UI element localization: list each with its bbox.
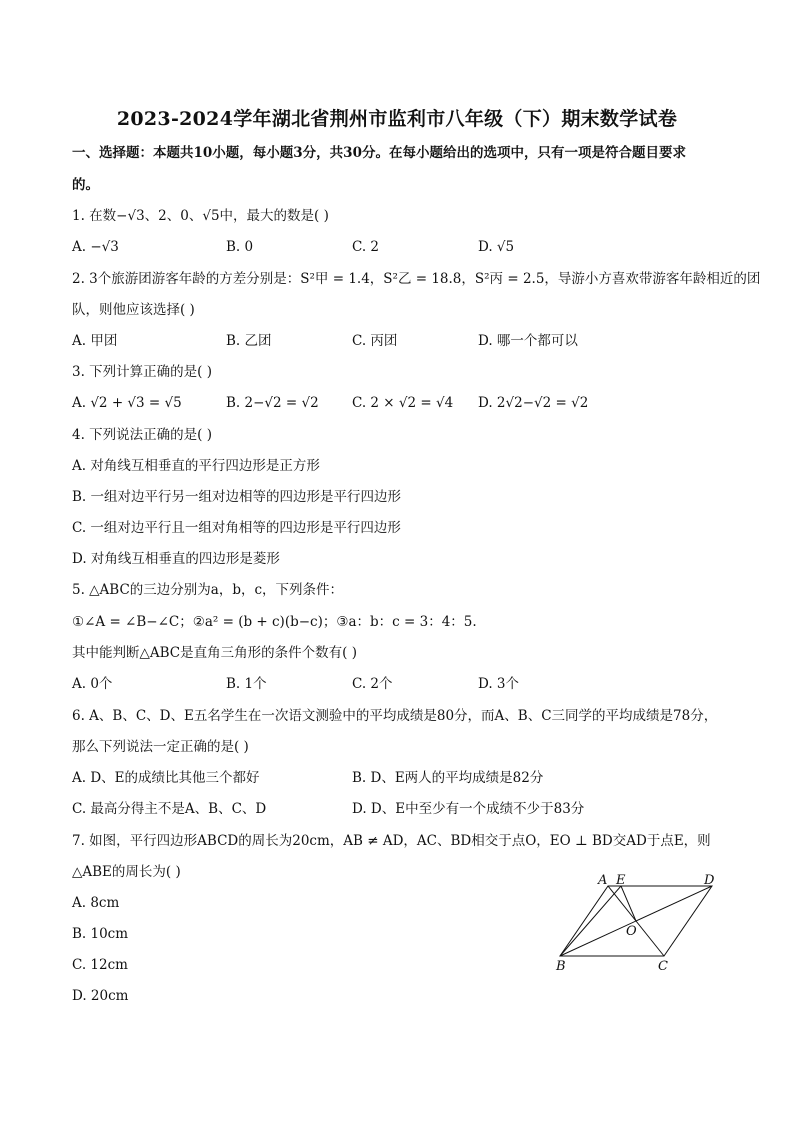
question-3-option-d: D. 2√2−√2 = √2: [478, 395, 589, 411]
question-4-option-c: C. 一组对边平行且一组对角相等的四边形是平行四边形: [72, 520, 401, 536]
section-instruction-line-2: 的。: [72, 177, 99, 193]
question-5-stem-line-2: ①∠A = ∠B−∠C；②a² = (b + c)(b−c)；③a：b：c = 3：4：5.: [72, 614, 477, 630]
segment-eo: [621, 886, 636, 921]
figure-label-c: C: [658, 959, 668, 974]
question-1-option-c: C. 2: [352, 239, 380, 255]
question-2-option-b: B. 乙团: [226, 333, 272, 349]
question-4-option-a: A. 对角线互相垂直的平行四边形是正方形: [72, 458, 320, 474]
question-5-stem-line-3: 其中能判断△ABC是直角三角形的条件个数有( ): [72, 645, 357, 661]
question-6-stem-line-1: 6. A、B、C、D、E五名学生在一次语文测验中的平均成绩是80分，而A、B、C三同学的平均成绩是78分，: [72, 708, 718, 724]
question-5-option-c: C. 2个: [352, 676, 393, 692]
question-6-option-a: A. D、E的成绩比其他三个都好: [72, 770, 260, 786]
question-5-option-b: B. 1个: [226, 676, 267, 692]
page-title: 2023-2024学年湖北省荆州市监利市八年级（下）期末数学试卷: [116, 108, 678, 130]
question-2-option-d: D. 哪一个都可以: [478, 333, 578, 349]
question-5-option-d: D. 3个: [478, 676, 520, 692]
parallelogram-figure: [548, 872, 724, 980]
question-3-option-c: C. 2 × √2 = √4: [352, 395, 454, 411]
question-5-option-a: A. 0个: [72, 676, 113, 692]
figure-label-o: O: [626, 924, 637, 939]
question-2-option-a: A. 甲团: [72, 333, 118, 349]
question-6-stem-line-2: 那么下列说法一定正确的是( ): [72, 739, 249, 755]
question-3-stem: 3. 下列计算正确的是( ): [72, 364, 212, 380]
question-2-stem-line-2: 队，则他应该选择( ): [72, 302, 195, 318]
question-7-option-c: C. 12cm: [72, 957, 128, 973]
question-1-option-b: B. 0: [226, 239, 254, 255]
figure-label-e: E: [616, 873, 626, 888]
question-3-option-b: B. 2−√2 = √2: [226, 395, 319, 411]
question-7-option-a: A. 8cm: [72, 895, 120, 911]
question-1-option-a: A. −√3: [72, 239, 119, 255]
question-7-option-b: B. 10cm: [72, 926, 129, 942]
figure-label-d: D: [704, 873, 715, 888]
question-2-option-c: C. 丙团: [352, 333, 398, 349]
question-1-option-d: D. √5: [478, 239, 515, 255]
section-instruction-line-1: 一、选择题：本题共10小题，每小题3分，共30分。在每小题给出的选项中，只有一项是符合题目要求: [72, 145, 686, 161]
question-7-option-d: D. 20cm: [72, 988, 129, 1004]
question-6-option-b: B. D、E两人的平均成绩是82分: [352, 770, 544, 786]
question-4-option-d: D. 对角线互相垂直的四边形是菱形: [72, 551, 280, 567]
question-3-option-a: A. √2 + √3 = √5: [72, 395, 182, 411]
question-7-stem-line-1: 7. 如图，平行四边形ABCD的周长为20cm，AB ≠ AD，AC、BD相交于点O，EO ⊥ BD交AD于点E，则: [72, 833, 711, 849]
figure-label-b: B: [556, 959, 566, 974]
question-4-option-b: B. 一组对边平行另一组对边相等的四边形是平行四边形: [72, 489, 402, 505]
question-1-stem: 1. 在数−√3、2、0、√5中，最大的数是( ): [72, 208, 329, 224]
question-4-stem: 4. 下列说法正确的是( ): [72, 427, 212, 443]
question-6-option-d: D. D、E中至少有一个成绩不少于83分: [352, 801, 585, 817]
question-2-stem-line-1: 2. 3个旅游团游客年龄的方差分别是：S²甲 = 1.4，S²乙 = 18.8，S²丙 = 2.5，导游小方喜欢带游客年龄相近的团: [72, 271, 761, 287]
question-7-stem-line-2: △ABE的周长为( ): [72, 864, 181, 880]
question-5-stem-line-1: 5. △ABC的三边分别为a，b，c，下列条件：: [72, 582, 344, 598]
question-6-option-c: C. 最高分得主不是A、B、C、D: [72, 801, 267, 817]
figure-label-a: A: [598, 873, 608, 888]
segment-be: [560, 886, 621, 956]
